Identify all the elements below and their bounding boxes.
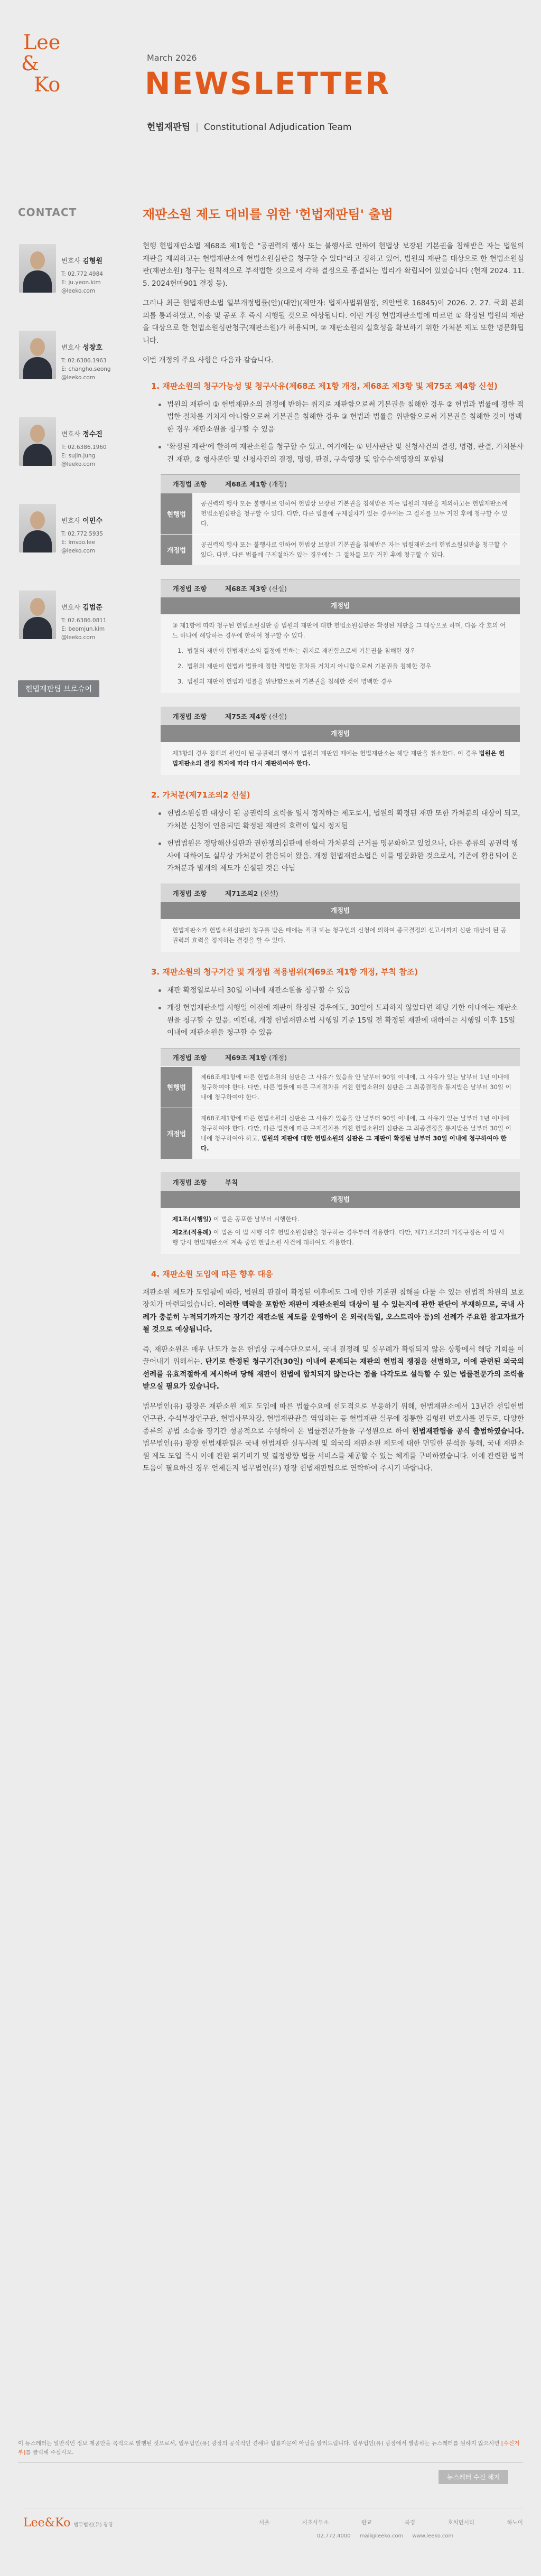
office-link[interactable]: 북경 [404,2519,415,2526]
subtitle-divider: | [195,122,199,133]
lawyer-name: 이민수 [82,517,102,525]
row-label: 개정법 [161,535,192,565]
table-caption: 개정법 조항 제69조 제1항 (개정) [161,1048,520,1066]
list-item: 3. 법원의 재판이 헌법과 법률을 위반함으로써 기본권을 침해한 것이 명백한 경우 [178,678,393,685]
lawyer-card [18,504,118,591]
unsubscribe-button[interactable]: 뉴스레터 수신 해지 [439,2470,508,2484]
intro-paragraph-2: 그러나 최근 헌법재판소법 일부개정법률(안)(대안)(제안자: 법제사법위원장, 의안번호 16845)이 2026. 2. 27. 국회 본회의를 통과하였고, 이송 및 공포 후 즉시 시행될 것으로 예상됩니다. 이번 개정 헌법재판소법에 따르면 ① 확정된 법원의 재판을 대상으로 한 헌법소원심판청구(재판소원)가 허용되며, ② 재판소원의 실효성을 확보하기 위한 가처분 제도 또한 명문화됩니다. [143,299,524,345]
lawyer-email-domain[interactable]: @leeko.com [61,461,96,467]
lawyer-tel: T: 02.6386.1960 [61,444,107,451]
office-links [259,2518,523,2526]
lawyer-card [18,244,118,331]
section-4-paragraph: 재판소원 제도가 도입됨에 따라, 법원의 판결이 확정된 이후에도 그에 인한 기본권 침해를 다툴 수 있는 헌법적 차원의 보호장치가 마련되었습니다. 이러한 맥락을 포함한 재판이 재판소원의 대상이 될 수 있는지에 관한 판단이 부재하므로, 국내 사례가 충분히 누적되기까지는 장기간 재판소원 제도를 운영하여 온 외국(독일, 오스트리아 등)의 선례가 주요한 참고자료가 될 것으로 예상됩니다. [143,1288,524,1334]
lawyer-info [61,257,103,295]
table-caption: 개정법 조항 부칙 [161,1173,520,1191]
lawyer-info [61,603,107,642]
contact-title: CONTACT [18,206,77,219]
intro-paragraph-3: 이번 개정의 주요 사항은 다음과 같습니다. [143,356,274,364]
table-row [161,1066,520,1108]
lawyer-photo [19,591,56,639]
logo-ko: Ko [34,73,61,96]
law-text-table [161,707,520,775]
unsubscribe-link[interactable]: [수신거부] [18,2440,520,2456]
row-text: 공권력의 행사 또는 불행사로 인하여 헌법상 보장된 기본권을 침해받은 자는 법원의 재판을 제외하고는 헌법재판소에 헌법소원심판을 청구할 수 있다. 다만, 다른 법률에 구제절차가 있는 경우에는 그 절차를 모두 거친 후에 청구할 수 있다. [192,493,520,534]
table-row [161,534,520,565]
footer-contact [317,2533,461,2539]
section-1-title: 1. 재판소원의 청구가능성 및 청구사유(제68조 제1항 개정, 제68조 제3항 및 제75조 제4항 신설) [151,381,498,391]
article-main [143,204,524,1483]
section-1-bullet: 법원의 재판이 ① 헌법재판소의 결정에 반하는 취지로 재판함으로써 기본권을 침해한 경우 ② 헌법과 법률에 정한 적법한 절차를 거치지 아니함으로써 기본권을 침해한 경우 ③ 헌법과 법률을 위반함으로써 기본권을 침해한 것이 명백한 경우 재판소원을 청구할 수 있음 [143,399,524,436]
row-text: 제68조제1항에 따른 헌법소원의 심판은 그 사유가 있음을 안 날부터 90일 이내에, 그 사유가 있는 날부터 1년 이내에 청구하여야 한다. 다만, 다른 법률에 따른 구제절차를 거친 헌법소원의 심판은 그 최종결정을 통지받은 날부터 30일 이내에 청구하여야 한다. [192,1067,520,1108]
row-label: 현행법 [161,1067,192,1108]
firm-name: 법무법인(유) 광장 [73,2522,113,2528]
logo-lee: Lee [23,31,61,54]
table-header: 개정법 [161,597,520,614]
law-text-table [161,579,520,693]
office-link[interactable]: 서초사무소 [302,2519,329,2526]
lawyer-tel: T: 02.6386.1963 [61,358,107,364]
law-text-table [161,884,520,952]
law-comparison-table [161,474,520,565]
logo-ampersand: & [21,52,39,75]
disclaimer: 이 뉴스레터는 일반적인 정보 제공만을 목적으로 발행된 것으로서, 법무법인(유) 광장의 공식적인 견해나 법률자문이 아님을 알려드립니다. 법무법인(유) 광장에서 발송하는 뉴스레터를 원하지 않으시면 [수신거부]를 클릭해 주십시오. [18,2440,520,2456]
list-item: 2. 법원의 재판이 헌법과 법률에 정한 적법한 절차를 거치지 아니함으로써 기본권을 침해한 경우 [178,662,432,670]
lawyer-email-domain[interactable]: @leeko.com [61,548,96,554]
lawyer-info [61,343,111,382]
lawyer-tel: T: 02.772.4984 [61,271,103,277]
team-name-ko: 헌법재판팀 [147,122,191,133]
section-3-bullet: 개정 헌법재판소법 시행일 이전에 재판이 확정된 경우에도, 30일이 도과하지 않았다면 해당 기한 이내에는 재판소원을 청구할 수 있음. 예컨대, 개정 헌법재판소법 시행일 기준 15일 전 확정된 재판에 대하여는 시행일 이후 15일 이내에 재판소원을 청구할 수 있음 [143,1002,524,1039]
lawyer-email[interactable]: E: beomjun.kim [61,626,105,632]
lawyer-photo [19,331,56,379]
article-title: 재판소원 제도 대비를 위한 '헌법재판팀' 출범 [143,207,393,222]
lawyer-email[interactable]: E: changho.seong [61,366,111,372]
table-caption: 개정법 조항 제68조 제1항 (개정) [161,475,520,493]
lawyer-tel: T: 02.6386.0811 [61,617,107,624]
section-3-title: 3. 재판소원의 청구기간 및 개정법 적용범위(제69조 제1항 개정, 부칙 참조) [151,967,418,977]
law-comparison-table [161,1048,520,1159]
newsletter-header [0,0,541,158]
table-caption: 개정법 조항 제68조 제3항 (신설) [161,579,520,597]
footer-web[interactable]: www.leeko.com [412,2533,454,2539]
intro-paragraph-1: 현행 헌법재판소법 제68조 제1항은 "공권력의 행사 또는 불행사로 인하여 헌법상 보장된 기본권을 침해받은 자는 법원의 재판을 제외하고는 헌법재판소에 헌법소원심판을 청구할 수 있다"라고 정하고 있어, 법원의 재판을 대상으로 한 헌법소원심판(재판소원) 청구는 원칙적으로 부적법한 것으로서 각하 결정으로 종결되는 법리가 확립되어 있었습니다 (헌재 2024. 11. 5. 2024헌마901 결정 등). [143,242,524,288]
footer-divider [18,2462,523,2463]
footer-tel: 02.772.4000 [317,2533,351,2539]
table-caption: 개정법 조항 제75조 제4항 (신설) [161,707,520,725]
lawyer-name-line: 변호사 성창호 [61,343,102,352]
table-row [161,493,520,534]
lawyer-info [61,517,103,555]
office-link[interactable]: 서울 [259,2519,270,2526]
office-link[interactable]: 하노이 [507,2519,523,2526]
lawyer-photo [19,417,56,466]
row-text: 제68조제1항에 따른 헌법소원의 심판은 그 사유가 있음을 안 날부터 90일 이내에, 그 사유가 있는 날부터 1년 이내에 청구하여야 한다. 다만, 다른 법률에 따른 구제절차를 거친 헌법소원의 심판은 그 최종결정을 통지받은 날부터 30일 이내에 청구하여야 하고, 법원의 재판에 대한 헌법소원의 심판은 그 재판이 확정된 날부터 30일 이내에 청구하여야 한다. [192,1108,520,1159]
table-body: 제1조(시행일) 이 법은 공포한 날부터 시행한다. 제2조(적용례) 이 법은 이 법 시행 이후 헌법소원심판을 청구하는 경우부터 적용한다. 다만, 제71조의2의 개정규정은 이 법 시행 당시 헌법재판소에 계속 중인 헌법소원 사건에 대하여도 적용한다. [161,1208,520,1254]
section-2-title: 2. 가처분(제71조의2 신설) [151,790,250,800]
table-header: 개정법 [161,902,520,919]
section-4-paragraph: 법무법인(유) 광장은 재판소원 제도 도입에 따른 법률수요에 선도적으로 부응하기 위해, 헌법재판소에서 13년간 선임헌법연구관, 수석부장연구관, 헌법사무차장, 헌법재판관을 역임하는 등 헌법재판 실무에 정통한 김형원 변호사를 필두로, 다양한 종류의 공법 소송을 장기간 성공적으로 수행하여 온 법률전문가들을 구성원으로 하여 헌법재판팀을 공식 출범하였습니다. 법무법인(유) 광장 헌법재판팀은 국내 헌법재판 실무사례 및 외국의 재판소원 제도에 대한 면밀한 분석을 통해, 국내 재판소원 제도 도입 즉시 이에 관한 위기비기 및 결정방향 법률 서비스를 제공할 수 있는 체계를 구비하였습니다. 이에 관련한 법적 도움이 필요하신 경우 언제든지 법무법인(유) 광장 헌법재판팀으로 연락하여 주시기 바랍니다. [143,1402,524,1473]
lee-ko-logo[interactable] [23,32,60,95]
lawyer-email[interactable]: E: ju.yeon.kim [61,279,101,286]
team-name-en: Constitutional Adjudication Team [203,122,352,133]
row-label: 개정법 [161,1108,192,1159]
lawyer-email[interactable]: E: lmsoo.lee [61,539,95,546]
lawyer-name: 김형원 [82,257,102,265]
office-link[interactable]: 호치민시티 [447,2519,475,2526]
lawyer-name-line: 변호사 정수진 [61,430,102,438]
row-label: 현행법 [161,493,192,534]
list-item: 1. 법원의 재판이 헌법재판소의 결정에 반하는 취지로 재판함으로써 기본권을 침해한 경우 [178,647,416,654]
lawyer-info [61,430,107,469]
office-link[interactable]: 판교 [361,2519,372,2526]
lawyer-email-domain[interactable]: @leeko.com [61,634,96,641]
law-text-table [161,1173,520,1254]
section-2-bullet: 헌법소원심판 대상이 된 공권력의 효력을 일시 정지하는 제도로서, 법원의 확정된 재판 또한 가처분의 대상이 되고, 가처분 신청이 인용되면 확정된 재판의 효력이 일시 정지됨 [143,808,524,832]
row-text: 공권력의 행사 또는 불행사로 인하여 헌법상 보장된 기본권을 침해받은 자는 법원재판소에 헌법소원심판을 청구할 수 있다. 다만, 다른 법률에 구제절차가 있는 경우에는 그 절차를 모두 거친 후에 청구할 수 있다. [192,535,520,565]
lawyer-name: 김범준 [82,604,102,612]
contact-sidebar [18,206,118,697]
section-4-paragraph: 즉, 재판소원은 매우 난도가 높은 헌법상 구제수단으로서, 국내 결정례 및 실무례가 확립되지 않은 상황에서 해당 기회를 이끌어내기 위해서는, 단기로 한정된 청구기간(30일) 이내에 문제되는 재판의 헌법적 쟁점을 선별하고, 이에 관련된 외국의 선례를 유효적절하게 제시하며 당해 재판이 헌법에 합치되지 않는다는 점을 다각도로 설득할 수 있는 법률전문가의 조력을 받으실 필요가 있습니다. [143,1345,524,1391]
lawyer-card [18,591,118,677]
section-2-bullet: 헌법법원은 정당해산심판과 권한쟁의심판에 한하여 가처분의 근거를 명문화하고 있었으나, 다른 종류의 공권력 행사에 대하여도 실무상 가처분이 활용되어 왔음. 개정 헌법재판소법은 이를 명문화한 것으로서, 기존에 활용되어 온 가처분과 별개의 제도가 신설된 것은 아님 [143,838,524,875]
lawyer-card [18,331,118,417]
table-caption: 개정법 조항 제71조의2 (신설) [161,884,520,902]
lawyer-email-domain[interactable]: @leeko.com [61,288,96,294]
issue-date: March 2026 [147,53,197,63]
lawyer-name: 정수진 [82,430,102,438]
lawyer-name-line: 변호사 김범준 [61,603,102,612]
lawyer-name-line: 변호사 김형원 [61,257,102,265]
team-brochure-button[interactable]: 헌법재판팀 브로슈어 [18,680,99,697]
team-subtitle [147,119,352,133]
section-1-bullet: '확정된 재판'에 한하여 재판소원을 청구할 수 있고, 여기에는 ① 민사판단 및 신청사건의 결정, 명령, 판결, 가처분사건 재판, ② 형사본안 및 신청사건의 결정, 명령, 판결, 구속영장 및 압수수색영장의 포함됨 [143,441,524,466]
newsletter-title: NEWSLETTER [145,65,391,101]
table-body: 헌법재판소가 헌법소원심판의 청구를 받은 때에는 직권 또는 청구인의 신청에 의하여 종국결정의 선고시까지 심판 대상이 된 공권력의 효력을 정지하는 결정을 할 수 있다. [161,919,520,952]
lawyer-card [18,417,118,504]
table-header: 개정법 [161,725,520,742]
table-body: ③ 제1항에 따라 청구된 헌법소원심판 중 법원의 재판에 대한 헌법소원심판은 확정된 재판을 그 대상으로 하며, 다음 각 호의 어느 하나에 해당하는 경우에 한하여 청구할 수 있다. 1. 법원의 재판이 헌법재판소의 결정에 반하는 취지로 재판함으로써 기본권을 침해한 경우 2. 법원의 재판이 헌법과 법률에 정한 적법한 절차를 거치지 아니함으로써 기본권을 침해한 경우 3. 법원의 재판이 헌법과 법률을 위반함으로써 기본권을 침해한 것이 명백한 경우 [161,614,520,693]
table-row [161,1108,520,1159]
lawyer-photo [19,504,56,552]
table-header: 개정법 [161,1191,520,1208]
lawyer-tel: T: 02.772.5935 [61,531,103,537]
lawyer-email-domain[interactable]: @leeko.com [61,374,96,381]
lawyer-photo [19,244,56,293]
section-3-bullet: 재판 확정일로부터 30일 이내에 재판소원을 청구할 수 있음 [143,985,524,997]
lawyer-name: 성창호 [82,344,102,352]
section-4-title: 4. 재판소원 도입에 따른 향후 대응 [151,1269,273,1279]
lawyer-email[interactable]: E: sujin.jung [61,453,96,459]
table-body: 제3항의 경우 침해의 원인이 된 공권력의 행사가 법원의 재판인 때에는 헌법재판소는 해당 재판을 취소한다. 이 경우 법원은 헌법재판소의 결정 취지에 따라 다시 재판하여야 한다. [161,742,520,775]
lawyer-name-line: 변호사 이민수 [61,517,102,525]
footer-logo[interactable]: Lee&Ko 법무법인(유) 광장 [23,2516,113,2530]
footer-email[interactable]: mail@leeko.com [359,2533,404,2539]
